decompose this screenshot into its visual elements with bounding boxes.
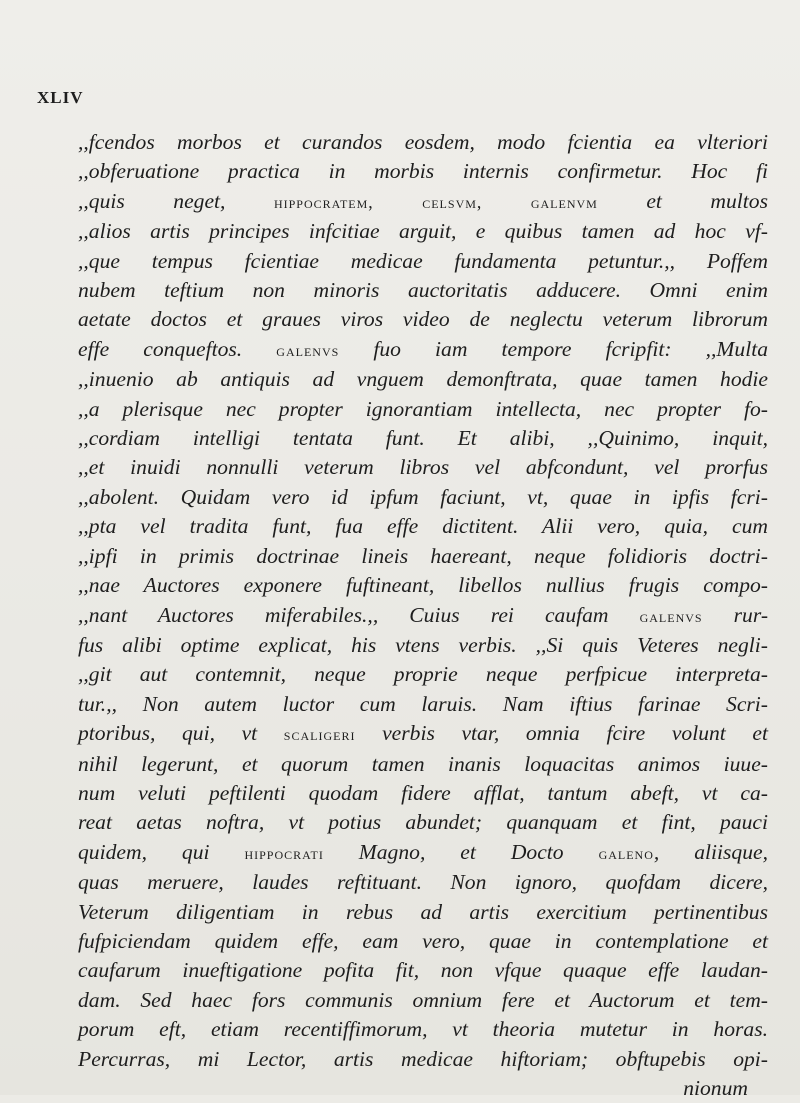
text-line xyxy=(78,956,768,985)
text-span: porum eft, etiam recentiffimorum, vt theoria mutetur in horas. xyxy=(78,1017,768,1042)
text-span: fufpiciendam quidem effe, eam vero, quae in contemplatione et xyxy=(78,928,768,953)
body-text xyxy=(78,128,768,1103)
small-caps-name: galeno xyxy=(598,842,654,863)
text-span: Veterum diligentiam in rebus ad artis exercitium pertinentibus xyxy=(78,899,768,924)
text-line xyxy=(78,217,768,246)
text-span: tur.,, Non autem luctor cum laruis. Nam iftius farinae Scri- xyxy=(78,691,768,716)
text-span: aetate doctos et graues viros video de neglectu veterum librorum xyxy=(78,307,768,332)
text-span: ,,nant Auctores miferabiles.,, Cuius rei caufam xyxy=(78,602,640,627)
text-line xyxy=(78,719,768,749)
text-span: fuo iam tempore fcripfit: ,,Multa xyxy=(339,336,768,361)
text-line xyxy=(78,779,768,808)
small-caps-name: galenvs xyxy=(276,339,340,360)
text-span: ,,obferuatione practica in morbis internis confirmetur. Hoc fi xyxy=(78,159,768,184)
text-span: ,,quis neget, xyxy=(78,188,274,213)
page-number: XLIV xyxy=(37,88,84,107)
text-span: ,,alios artis principes infcitiae arguit, e quibus tamen ad hoc vf- xyxy=(78,219,768,244)
text-span: ,,cordiam intelligi tentata funt. Et alibi, ,,Quinimo, inquit, xyxy=(78,426,768,451)
text-line xyxy=(78,157,768,186)
catchword-line xyxy=(78,1074,768,1103)
text-span: ,,ipfi in primis doctrinae lineis haereant, neque folidioris doctri- xyxy=(78,543,768,568)
text-span: ,,nae Auctores exponere fuftineant, libellos nullius frugis compo- xyxy=(78,573,768,598)
text-span: ,,et inuidi nonnulli veterum libros vel abfcondunt, vel prorfus xyxy=(78,455,768,480)
text-span: nionum xyxy=(683,1076,748,1100)
text-span: nubem teftium non minoris auctoritatis adducere. Omni enim xyxy=(78,278,768,303)
small-caps-name: hippocrati xyxy=(244,842,324,863)
text-line xyxy=(78,808,768,837)
text-line xyxy=(78,424,768,453)
text-line xyxy=(78,512,768,541)
text-span: quas meruere, laudes reftituant. Non ignoro, quofdam dicere, xyxy=(78,870,768,895)
text-span: Magno, et Docto xyxy=(323,839,599,864)
text-line xyxy=(78,927,768,956)
text-line xyxy=(78,838,768,868)
text-span: verbis vtar, omnia fcire volunt et xyxy=(355,721,768,746)
text-span: , aliisque, xyxy=(653,839,769,864)
text-span: ,,git aut contemnit, neque proprie neque perfpicue interpreta- xyxy=(78,662,768,687)
text-span: reat aetas noftra, vt potius abundet; quanquam et fint, pauci xyxy=(78,810,768,835)
text-span: et multos xyxy=(597,188,768,213)
text-span: quidem, qui xyxy=(78,839,245,864)
text-line xyxy=(78,483,768,512)
text-span: effe conqueftos. xyxy=(78,336,277,361)
text-span: num veluti peftilenti quodam fidere afflat, tantum abeft, vt ca- xyxy=(78,780,768,805)
text-line xyxy=(78,986,768,1015)
text-line xyxy=(78,395,768,424)
small-caps-name: hippocratem, celsvm, galenvm xyxy=(273,191,598,212)
text-line xyxy=(78,750,768,779)
text-line xyxy=(78,305,768,334)
text-span: ptoribus, qui, vt xyxy=(78,721,284,746)
text-span: Percurras, mi Lector, artis medicae hiftoriam; obftupebis opi- xyxy=(78,1046,768,1071)
text-line xyxy=(78,1015,768,1044)
text-line xyxy=(78,247,768,276)
text-line xyxy=(78,276,768,305)
text-line xyxy=(78,868,768,897)
text-span: nihil legerunt, et quorum tamen inanis loquacitas animos iuue- xyxy=(78,751,768,776)
text-line xyxy=(78,571,768,600)
text-span: ,,inuenio ab antiquis ad vnguem demonftrata, quae tamen hodie xyxy=(78,367,768,392)
text-line xyxy=(78,542,768,571)
text-span: rur- xyxy=(702,602,769,627)
text-line xyxy=(78,335,768,365)
text-line xyxy=(78,660,768,689)
text-line xyxy=(78,690,768,719)
text-span: fus alibi optime explicat, his vtens verbis. ,,Si quis Veteres negli- xyxy=(78,632,768,657)
text-span: ,,a plerisque nec propter ignorantiam intellecta, nec propter fo- xyxy=(78,396,768,421)
text-line xyxy=(78,187,768,217)
text-line xyxy=(78,365,768,394)
text-line xyxy=(78,631,768,660)
text-span: caufarum inueftigatione pofita fit, non vfque quaque effe laudan- xyxy=(78,958,768,983)
text-span: ,,abolent. Quidam vero id ipfum faciunt, vt, quae in ipfis fcri- xyxy=(78,484,768,509)
text-line xyxy=(78,1045,768,1074)
text-span: ,,pta vel tradita funt, fua effe dictitent. Alii vero, quia, cum xyxy=(78,514,768,539)
text-line xyxy=(78,453,768,482)
text-line xyxy=(78,128,768,157)
text-line xyxy=(78,601,768,631)
text-span: ,,fcendos morbos et curandos eosdem, modo fcientia ea vlteriori xyxy=(78,130,768,154)
small-caps-name: galenvs xyxy=(639,605,703,626)
text-span: ,,que tempus fcientiae medicae fundamenta petuntur.,, Poffem xyxy=(78,248,768,273)
small-caps-name: scaligeri xyxy=(283,724,356,745)
text-line xyxy=(78,898,768,927)
text-span: dam. Sed haec fors communis omnium fere et Auctorum et tem- xyxy=(78,987,768,1012)
